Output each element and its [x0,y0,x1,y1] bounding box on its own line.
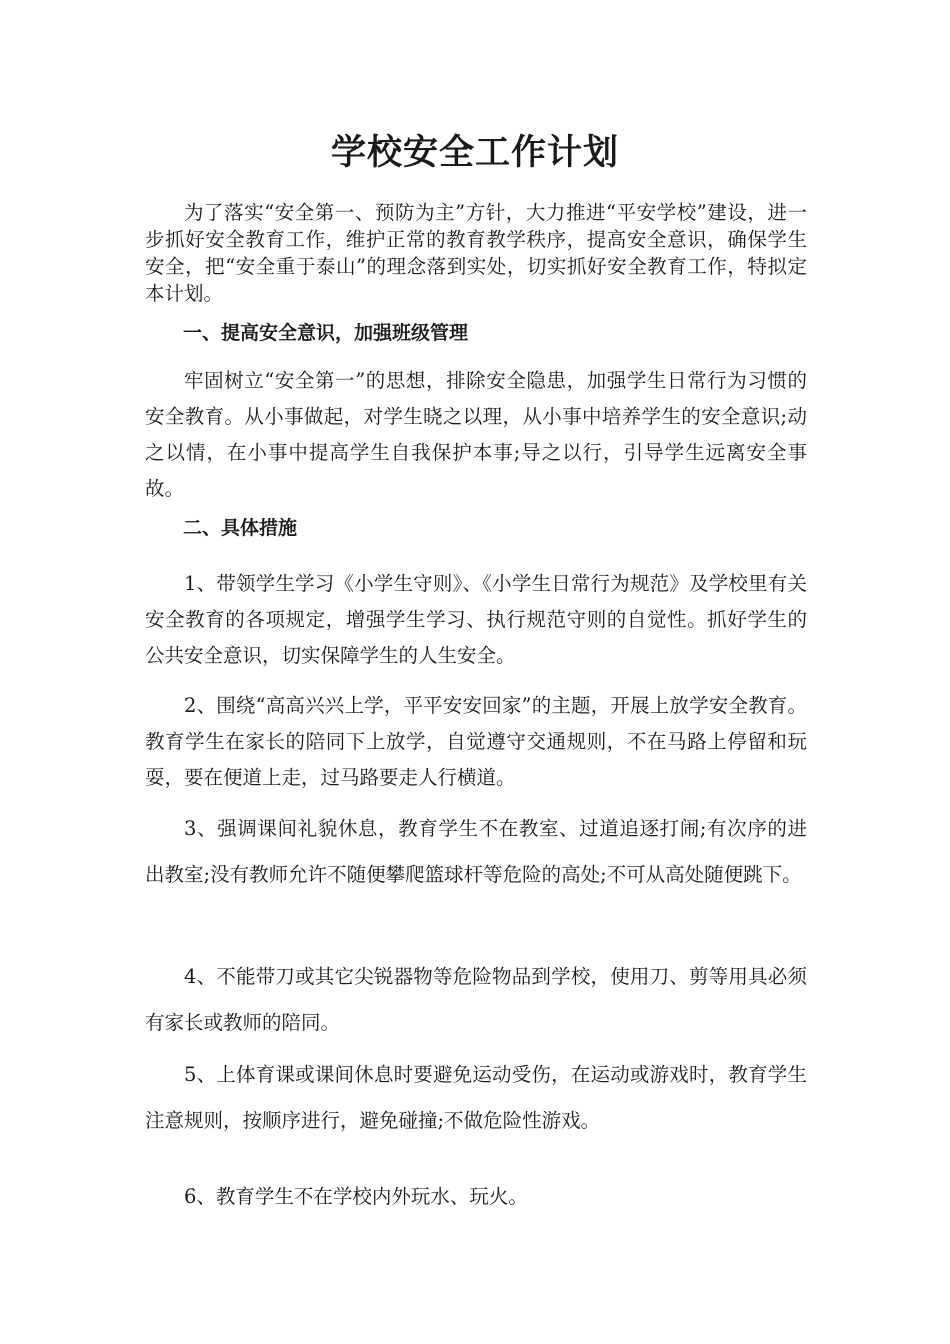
measure-item-1: 1、带领学生学习《小学生守则》、《小学生日常行为规范》及学校里有关安全教育的各项规定，增强学生学习、执行规范守则的自觉性。抓好学生的公共安全意识，切实保障学生的人生安全。 [145,572,807,667]
measure-item-5: 5、上体育课或课间休息时要避免运动受伤，在运动或游戏时，教育学生注意规则，按顺序进行，避免碰撞;不做危险性游戏。 [145,1063,807,1132]
document-title: 学校安全工作计划 [330,132,619,173]
section-1-paragraph: 牢固树立“安全第一”的思想，排除安全隐患，加强学生日常行为习惯的安全教育。从小事做起，对学生晓之以理，从小事中培养学生的安全意识;动之以情，在小事中提高学生自我保护本事;导之以行，引导学生远离安全事故。 [145,369,807,500]
measure-item-6: 6、教育学生不在学校内外玩水、玩火。 [184,1185,528,1208]
section-2-heading: 二、具体措施 [183,517,298,539]
measure-item-3: 3、强调课间礼貌休息，教育学生不在教室、过道追逐打闹;有次序的进出教室;没有教师允许不随便攀爬篮球杆等危险的高处;不可从高处随便跳下。 [145,817,807,886]
section-1-heading: 一、提高安全意识，加强班级管理 [183,322,469,344]
measure-item-2: 2、围绕“高高兴兴上学，平平安安回家”的主题，开展上放学安全教育。教育学生在家长的陪同下上放学，自觉遵守交通规则，不在马路上停留和玩耍，要在便道上走，过马路要走人行横道。 [145,694,807,789]
intro-paragraph: 为了落实“安全第一、预防为主”方针，大力推进“平安学校”建设，进一步抓好安全教育工作，维护正常的教育教学秩序，提高安全意识，确保学生安全，把“安全重于泰山”的理念落到实处，切实抓好安全教育工作，特拟定本计划。 [145,201,807,305]
measure-item-4: 4、不能带刀或其它尖锐器物等危险物品到学校，使用刀、剪等用具必须有家长或教师的陪同。 [145,965,807,1034]
